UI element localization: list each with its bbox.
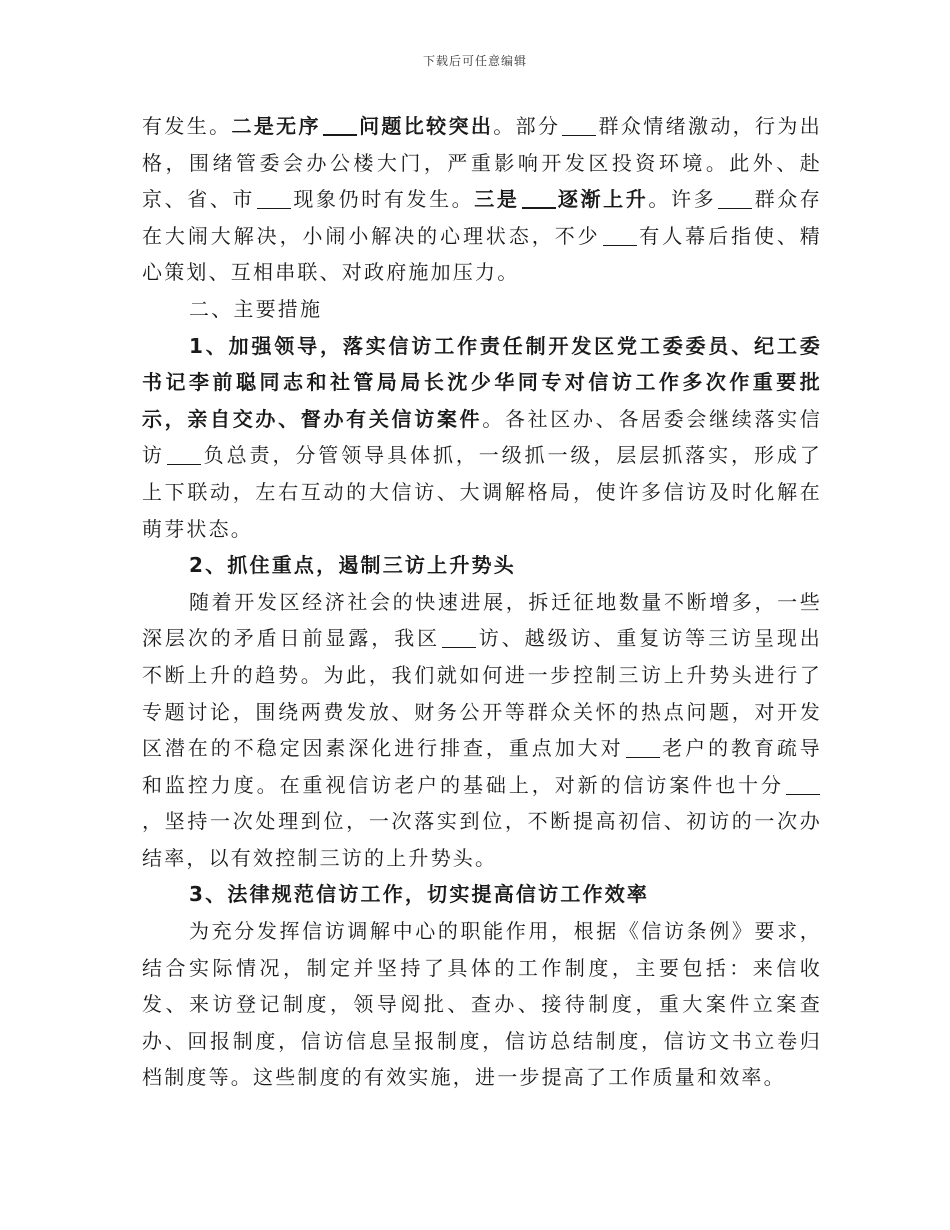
text-run: 群众情绪激动，行为出格，围绪管委会办公楼大门，严重影响开发区投资环境。此外、赴京、省、市 [142,114,822,212]
text-run: 。许多 [648,187,717,212]
fill-blank [522,187,556,209]
page-header: 下载后可任意编辑 [422,54,527,68]
paragraph-problems [142,108,822,291]
bold-text-run: 二是无序 [231,114,321,138]
bold-text-run: 逐渐上升 [557,187,649,212]
subheading-key-points: 2、抓住重点，遏制三访上升势头 [189,553,516,578]
text-run: 现象仍时有发生。 [293,187,475,212]
text-run: ，坚持一次处理到位，一次落实到位，不断提高初信、初访的一次办结率，以有效控制三访的上升势头。 [142,809,822,870]
fill-blank [626,737,660,758]
fill-blank [257,188,291,209]
text-run: 老户的教育疏导和监控力度。在重视信访老户的基础上，对新的信访案件也十分 [142,736,822,797]
text-run: 有人幕后指使、精心策划、互相串联、对政府施加压力。 [142,223,823,285]
bold-text-run: 问题比较突出 [358,114,494,138]
bold-text-run: 1、加强领导，落实信访工作责任制开发区党工委委员、纪工委书记李前聪同志和社管局局长沈少华同专对信访工作多次作重要批示，亲自交办、督办有关信访案件 [142,333,822,431]
text-run: 。各社区办、各居委会继续落实信访 [142,406,823,468]
bold-text-run: 三是 [474,187,520,212]
fill-blank [442,627,476,648]
fill-blank [167,444,201,465]
text-run: 负总责，分管领导具体抓，一级抓一级，层层抓落实，形成了上下联动，左右互动的大信访、大调解格局，使许多信访及时化解在萌芽状态。 [142,443,822,541]
fill-blank [603,225,637,246]
section-heading-measures: 二、主要措施 [189,296,323,321]
paragraph-leadership [142,328,822,548]
text-run: 访、越级访、重复访等三访呈现出不断上升的趋势。为此，我们就如何进一步控制三访上升势头进行了专题讨论，围绕两费发放、财务公开等群众关怀的热点问题，对开发区潜在的不稳定因素深化进行排查，重点加大对 [142,626,823,761]
text-run: 群众存在大闹大解决，小闹小解决的心理状态，不少 [142,187,823,248]
paragraph-key-points [142,584,822,877]
subheading-legal-standards: 3、法律规范信访工作，切实提高信访工作效率 [189,882,650,907]
fill-blank [718,188,752,209]
fill-blank [786,774,820,795]
paragraph-legal-standards: 为充分发挥信访调解中心的职能作用，根据《信访条例》要求，结合实际情况，制定并坚持了具体的工作制度，主要包括：来信收发、来访登记制度，领导阅批、查办、接待制度，重大案件立案查办、回报制度，信访信息呈报制度，信访总结制度，信访文书立卷归档制度等。这些制度的有效实施，进一步提高了工作质量和效率。 [142,919,822,1090]
text-run: 随着开发区经济社会的快速进展，拆迁征地数量不断增多，一些深层次的矛盾日前显露，我区 [142,589,822,651]
fill-blank [323,114,357,136]
text-run: 有发生。 [142,114,232,138]
fill-blank [562,115,596,136]
text-run: 。部分 [493,114,561,138]
document-body [142,108,822,1096]
